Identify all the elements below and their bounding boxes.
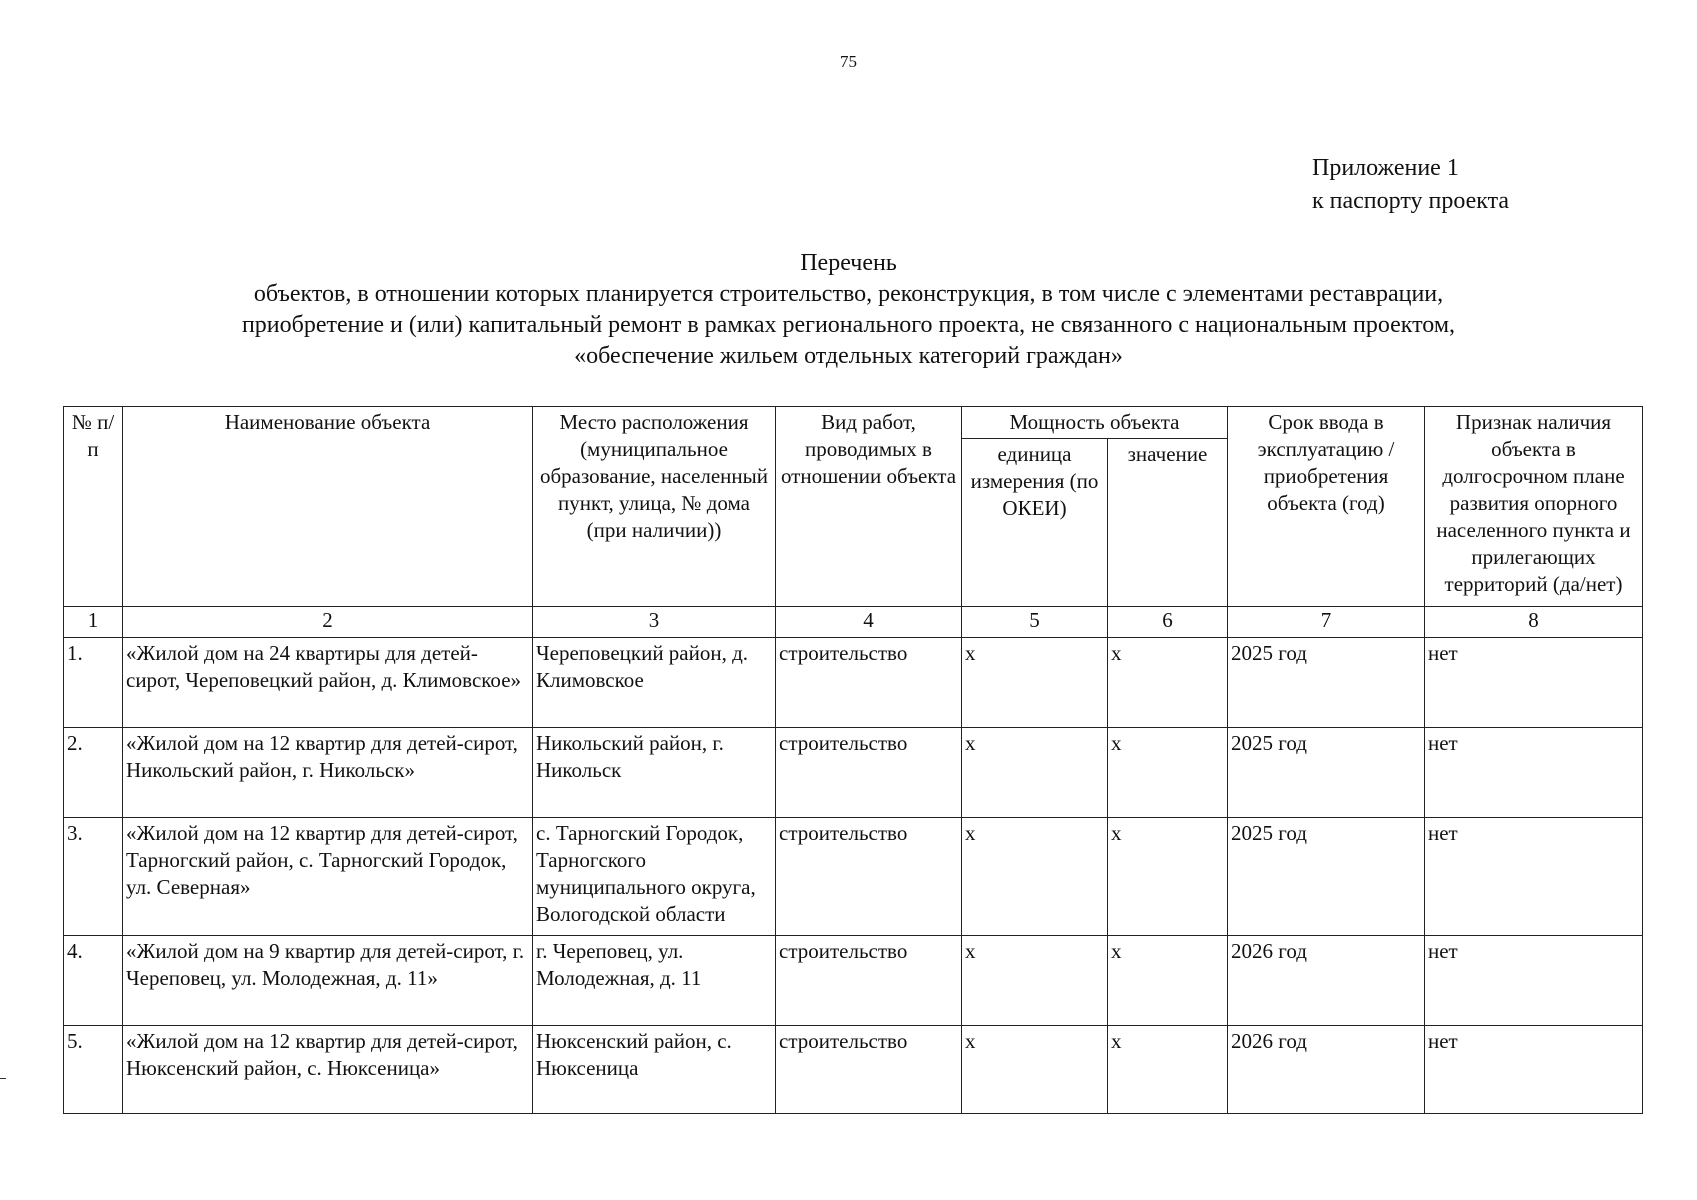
row-name: «Жилой дом на 12 квартир для детей-сирот, Никольский район, г. Никольск» xyxy=(123,728,533,818)
row-num: 3. xyxy=(64,818,123,936)
header-num: № п/п xyxy=(64,407,123,607)
row-deadline: 2025 год xyxy=(1228,728,1425,818)
appendix-note xyxy=(1312,152,1509,218)
row-num: 1. xyxy=(64,638,123,728)
table-row xyxy=(64,638,1643,728)
row-name: «Жилой дом на 12 квартир для детей-сирот, Нюксенский район, с. Нюксеница» xyxy=(123,1026,533,1114)
row-sign: нет xyxy=(1425,1026,1643,1114)
appendix-line-2: к паспорту проекта xyxy=(1312,188,1510,214)
header-unit: единица измерения (по ОКЕИ) xyxy=(962,439,1108,607)
row-location: Нюксенский район, с. Нюксеница xyxy=(533,1026,776,1114)
row-value: х xyxy=(1108,1026,1228,1114)
row-work-type: строительство xyxy=(776,638,962,728)
row-deadline: 2025 год xyxy=(1228,638,1425,728)
row-num: 2. xyxy=(64,728,123,818)
row-location: с. Тарногский Городок, Тарногского муниципального округа, Вологодской области xyxy=(533,818,776,936)
row-work-type: строительство xyxy=(776,936,962,1026)
row-work-type: строительство xyxy=(776,1026,962,1114)
row-deadline: 2025 год xyxy=(1228,818,1425,936)
table-body xyxy=(64,638,1643,1114)
page-number: 75 xyxy=(840,52,857,71)
margin-mark xyxy=(0,1078,6,1079)
document-heading xyxy=(60,248,1637,372)
table-row xyxy=(64,818,1643,936)
heading-line-1: объектов, в отношении которых планируется строительство, реконструкция, в том числе с элементами реставрации, xyxy=(253,281,1444,307)
header-value: значение xyxy=(1108,439,1228,607)
table-row xyxy=(64,728,1643,818)
row-unit: х xyxy=(962,936,1108,1026)
row-value: х xyxy=(1108,818,1228,936)
header-work-type: Вид работ, проводимых в отношении объекта xyxy=(776,407,962,607)
header-location: Место расположения (муниципальное образование, населенный пункт, улица, № дома (при наличии)) xyxy=(533,407,776,607)
column-number: 1 xyxy=(64,607,123,638)
column-number: 6 xyxy=(1108,607,1228,638)
row-unit: х xyxy=(962,1026,1108,1114)
table-header xyxy=(64,407,1643,638)
table-row xyxy=(64,1026,1643,1114)
column-number-row xyxy=(64,607,1643,638)
row-num: 5. xyxy=(64,1026,123,1114)
column-number: 5 xyxy=(962,607,1108,638)
row-name: «Жилой дом на 12 квартир для детей-сирот, Тарногский район, с. Тарногский Городок, ул. Северная» xyxy=(123,818,533,936)
row-sign: нет xyxy=(1425,936,1643,1026)
row-location: Череповецкий район, д. Климовское xyxy=(533,638,776,728)
row-work-type: строительство xyxy=(776,728,962,818)
column-number: 8 xyxy=(1425,607,1643,638)
row-deadline: 2026 год xyxy=(1228,1026,1425,1114)
header-name: Наименование объекта xyxy=(123,407,533,607)
header-deadline: Срок ввода в эксплуатацию / приобретения объекта (год) xyxy=(1228,407,1425,607)
row-deadline: 2026 год xyxy=(1228,936,1425,1026)
appendix-line-1: Приложение 1 xyxy=(1312,155,1459,181)
column-number: 4 xyxy=(776,607,962,638)
column-number: 2 xyxy=(123,607,533,638)
row-value: х xyxy=(1108,638,1228,728)
row-location: г. Череповец, ул. Молодежная, д. 11 xyxy=(533,936,776,1026)
row-unit: х xyxy=(962,818,1108,936)
row-sign: нет xyxy=(1425,818,1643,936)
row-value: х xyxy=(1108,728,1228,818)
table-row xyxy=(64,936,1643,1026)
row-location: Никольский район, г. Никольск xyxy=(533,728,776,818)
heading-line-2: приобретение и (или) капитальный ремонт в рамках регионального проекта, не связанного с национальным проектом, xyxy=(241,312,1456,338)
header-capacity: Мощность объекта xyxy=(962,407,1228,439)
row-num: 4. xyxy=(64,936,123,1026)
row-sign: нет xyxy=(1425,638,1643,728)
objects-table xyxy=(63,406,1643,1114)
row-value: х xyxy=(1108,936,1228,1026)
header-sign: Признак наличия объекта в долгосрочном плане развития опорного населенного пункта и прилегающих территорий (да/нет) xyxy=(1425,407,1643,607)
row-unit: х xyxy=(962,638,1108,728)
column-number: 3 xyxy=(533,607,776,638)
row-work-type: строительство xyxy=(776,818,962,936)
heading-title: Перечень xyxy=(800,250,897,276)
row-name: «Жилой дом на 24 квартиры для детей-сирот, Череповецкий район, д. Климовское» xyxy=(123,638,533,728)
column-number: 7 xyxy=(1228,607,1425,638)
row-sign: нет xyxy=(1425,728,1643,818)
heading-line-3: «обеспечение жильем отдельных категорий граждан» xyxy=(574,343,1123,369)
row-name: «Жилой дом на 9 квартир для детей-сирот, г. Череповец, ул. Молодежная, д. 11» xyxy=(123,936,533,1026)
row-unit: х xyxy=(962,728,1108,818)
